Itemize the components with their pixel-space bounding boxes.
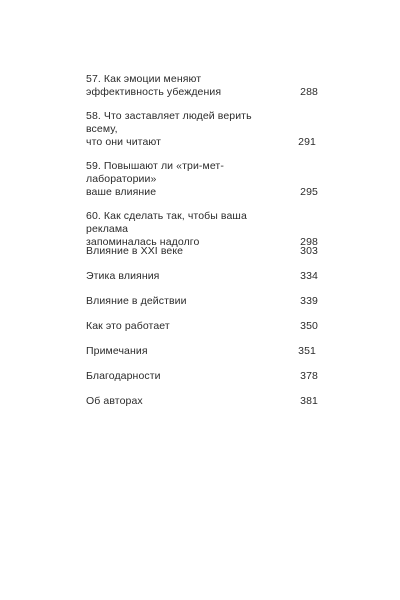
toc-entry-title: 58. Что заставляет людей верить всему, что они читают: [86, 110, 252, 148]
toc-entry-page: 288: [300, 86, 318, 98]
toc-entry-page: 291: [298, 136, 316, 148]
toc-entry-page: 298: [300, 236, 318, 248]
toc-entry-chapter-58[interactable]: [86, 110, 318, 149]
toc-entry-influence-in-action[interactable]: [86, 295, 318, 308]
toc-entry-page: 295: [300, 186, 318, 198]
toc-entry-title: Об авторах: [86, 395, 143, 407]
toc-entry-page: 339: [300, 295, 318, 307]
toc-entry-page: 334: [300, 270, 318, 282]
toc-entry-page: 381: [300, 395, 318, 407]
toc-entry-chapter-59[interactable]: [86, 160, 318, 199]
toc-entry-acknowledgements[interactable]: [86, 370, 318, 383]
toc-entry-title: 60. Как сделать так, чтобы ваша реклама запоминалась надолго: [86, 210, 247, 248]
toc-entry-page: 303: [300, 245, 318, 257]
toc-entry-ethics[interactable]: [86, 270, 318, 283]
toc-entry-influence-21st-century[interactable]: [86, 245, 318, 258]
toc-back-matter-list: [86, 245, 318, 420]
toc-entry-title: 59. Повышают ли «три-мет-лаборатории» ваше влияние: [86, 160, 224, 198]
toc-entry-title: Благодарности: [86, 370, 161, 382]
toc-entry-page: 378: [300, 370, 318, 382]
toc-entry-page: 350: [300, 320, 318, 332]
toc-entry-notes[interactable]: [86, 345, 318, 358]
toc-entry-chapter-60[interactable]: [86, 210, 318, 249]
toc-entry-title: Влияние в XXI веке: [86, 245, 184, 257]
toc-entry-title: Как это работает: [86, 320, 170, 332]
toc-entry-title: Примечания: [86, 345, 148, 357]
toc-chapters-list: [86, 73, 318, 260]
toc-entry-page: 351: [298, 345, 316, 357]
toc-entry-title: Этика влияния: [86, 270, 160, 282]
toc-entry-title: 57. Как эмоции меняют эффективность убеждения: [86, 73, 222, 98]
toc-entry-chapter-57[interactable]: [86, 73, 318, 99]
toc-entry-about-authors[interactable]: [86, 395, 318, 408]
toc-entry-how-it-works[interactable]: [86, 320, 318, 333]
toc-entry-title: Влияние в действии: [86, 295, 187, 307]
